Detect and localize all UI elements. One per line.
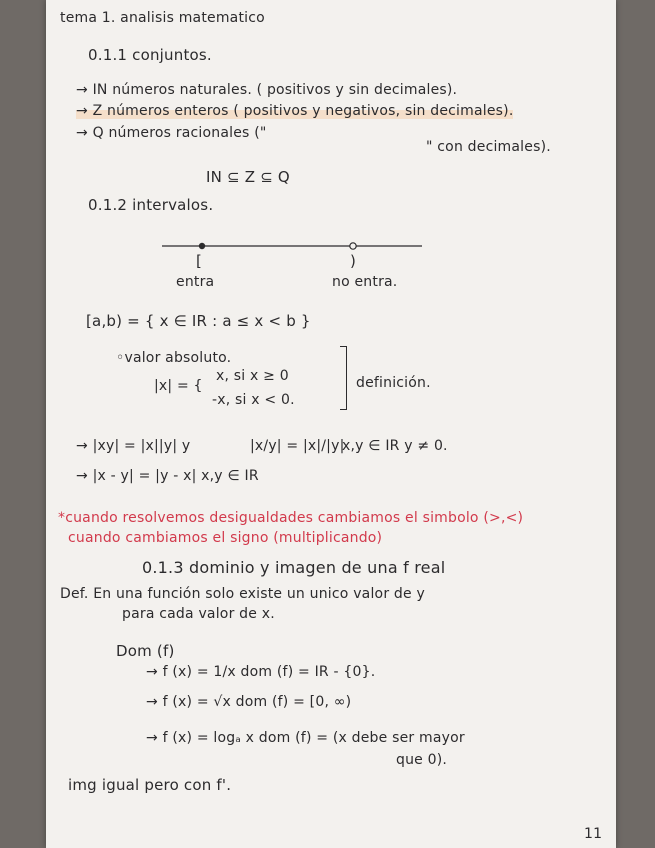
example-reciprocal: → f (x) = 1/x dom (f) = IR - {0}.	[146, 664, 376, 680]
definition-note: definición.	[356, 375, 431, 391]
bracket-open: )	[350, 252, 357, 270]
example-log: → f (x) = logₐ x dom (f) = (x debe ser mayor	[146, 730, 465, 746]
image-note: img igual pero con f'.	[68, 776, 232, 794]
line-naturales: → IN números naturales. ( positivos y sin decimales).	[76, 82, 458, 98]
number-line	[46, 0, 616, 848]
section-heading-dominio: 0.1.3 dominio y imagen de una f real	[142, 558, 446, 577]
interval-definition: [a,b) = { x ∈ IR : a ≤ x < b }	[86, 312, 311, 330]
label-no-entra: no entra.	[332, 274, 398, 290]
section-heading-intervalos: 0.1.2 intervalos.	[88, 196, 214, 214]
example-log-cont: que 0).	[396, 752, 448, 768]
definition-line1: Def. En una función solo existe un unico valor de y	[60, 586, 425, 602]
abs-case-positive: x, si x ≥ 0	[216, 368, 289, 384]
notebook-page	[46, 0, 616, 848]
abs-case-negative: -x, si x < 0.	[212, 392, 295, 408]
red-note-line2: cuando cambiamos el signo (multiplicando)	[68, 530, 383, 546]
line-enteros: → Z números enteros ( positivos y negativos, sin decimales).	[76, 103, 514, 119]
section-heading-conjuntos: 0.1.1 conjuntos.	[88, 46, 212, 64]
page-number: 11	[584, 826, 603, 842]
dom-label: Dom (f)	[116, 642, 175, 660]
property-condition: x,y ∈ IR y ≠ 0.	[342, 438, 448, 454]
property-quotient: |x/y| = |x|/|y|	[250, 438, 345, 454]
bracket-closed: [	[196, 252, 203, 270]
abs-heading: ◦valor absoluto.	[116, 350, 232, 366]
definition-bracket	[346, 346, 347, 410]
line-racionales: → Q números racionales ("	[76, 125, 267, 141]
property-product: → |xy| = |x||y| y	[76, 438, 191, 454]
label-entra: entra	[176, 274, 215, 290]
page-title: tema 1. analisis matematico	[60, 10, 265, 26]
example-sqrt: → f (x) = √x dom (f) = [0, ∞)	[146, 694, 352, 710]
definition-line2: para cada valor de x.	[122, 606, 275, 622]
property-difference: → |x - y| = |y - x| x,y ∈ IR	[76, 468, 259, 484]
line-racionales-end: " con decimales).	[426, 139, 551, 155]
red-note-line1: *cuando resolvemos desigualdades cambiamos el simbolo (>,<)	[58, 510, 524, 526]
set-inclusion: IN ⊆ Z ⊆ Q	[206, 168, 290, 186]
abs-lhs: |x| = {	[154, 378, 203, 394]
